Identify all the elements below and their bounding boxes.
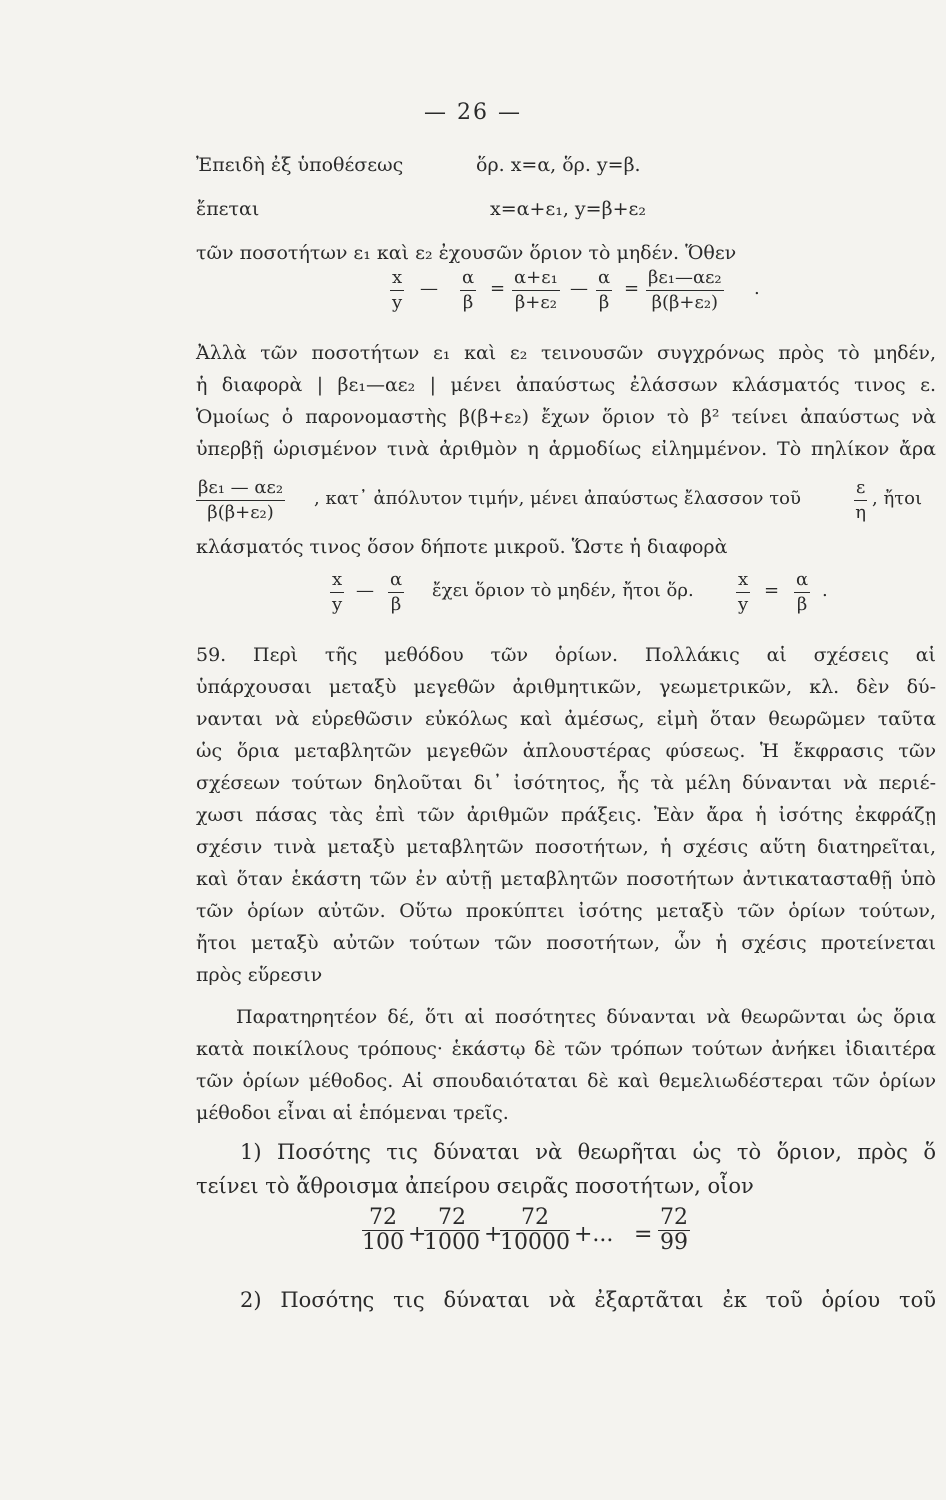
text-line: Ἀλλὰ τῶν ποσοτήτων ε₁ καὶ ε₂ τεινουσῶν συγχρόνως πρὸς τὸ μηδέν,	[196, 342, 936, 364]
text-line: Παρατηρητέον δέ, ὅτι αἱ ποσότητες δύνανται νὰ θεωρῶνται ὡς ὅρια	[236, 1006, 936, 1028]
equals-sign: =	[624, 278, 640, 299]
fraction-x-over-y: $\frac{x}{y}$	[391, 267, 403, 313]
minus-sign: —	[356, 580, 374, 601]
text-line: ὑπερβῇ ὡρισμένον τινὰ ἀριθμὸν η ἁρμοδίως εἰλημμένον. Τὸ πηλίκον ἄρα	[196, 438, 936, 460]
equals-sign: =	[490, 278, 506, 299]
minus-sign: —	[570, 278, 588, 299]
fraction-alpha-over-beta: $\frac{\alpha}{\beta}$	[796, 569, 809, 615]
series-ellipsis: +...	[574, 1222, 614, 1247]
text-line: πρὸς εὕρεσιν	[196, 964, 323, 986]
text-line: καὶ ὅταν ἑκάστη τῶν ἐν αὐτῇ μεταβλητῶν ποσοτήτων ἀντικατασταθῇ ὑπὸ	[196, 868, 936, 890]
fraction-sum: $\frac{72}{99}$	[660, 1205, 688, 1255]
fraction-x-over-y: $\frac{x}{y}$	[331, 569, 343, 615]
text-line: νανται νὰ εὑρεθῶσιν εὐκόλως καὶ ἀμέσως, εἰμὴ ὅταν θεωρῶμεν ταῦτα	[196, 708, 936, 730]
text-line: Ὁμοίως ὁ παρονομαστὴς β(β+ε₂) ἔχων ὅριον τὸ β² τείνει ἀπαύστως νὰ	[196, 406, 936, 428]
hypothesis-label: Ἐπειδὴ ἐξ ὑποθέσεως	[196, 154, 404, 176]
text-line: σχέσιν τινὰ μεταξὺ μεταβλητῶν ποσοτήτων, ἡ σχέσις αὕτη διατηρεῖται,	[196, 836, 936, 858]
text-line: χωσι πάσας τὰς ἐπὶ τῶν ἀριθμῶν πράξεις. Ἐὰν ἄρα ἡ ἰσότης ἐκφράζῃ	[196, 804, 936, 826]
text-line: ἤτοι μεταξὺ αὐτῶν τούτων τῶν ποσοτήτων, ὧν ἡ σχέσις προτείνεται	[196, 932, 936, 954]
plus-sign: +	[484, 1222, 503, 1247]
text-line: κλάσματός τινος ὅσον δήποτε μικροῦ. Ὥστε ἡ διαφορὰ	[196, 536, 728, 558]
text-line: ἡ διαφορὰ | βε₁—αε₂ | μένει ἀπαύστως ἐλάσσων κλάσματός τινος ε.	[196, 374, 936, 396]
hypothesis-line	[196, 150, 936, 180]
section-heading-line: 59. Περὶ τῆς μεθόδου τῶν ὁρίων. Πολλάκις αἱ σχέσεις αἱ	[196, 644, 936, 666]
fraction-perturbed: $\frac{\text{α+ε₁}}{\text{β+ε₂}}$	[514, 267, 558, 313]
text-line: 1) Ποσότης τις δύναται νὰ θεωρῆται ὡς τὸ ὅριον, πρὸς ὅ	[240, 1140, 936, 1164]
text-line: σχέσεων τούτων δηλοῦται δι᾿ ἰσότητος, ἧς τὰ μέλη δύνανται νὰ περιέ-	[196, 772, 936, 794]
fraction-epsilon-over-eta: $\frac{\varepsilon}{\eta}$	[855, 477, 867, 523]
equals-sign: =	[764, 580, 780, 601]
text-line: μέθοδοι εἶναι αἱ ἑπόμεναι τρεῖς.	[196, 1102, 509, 1124]
hypothesis-values: ὅρ. x=α, ὅρ. y=β.	[476, 154, 641, 176]
method-item-2: 2) Ποσότης τις δύναται νὰ ἐξαρτᾶται ἐκ τοῦ ὁρίου τοῦ	[240, 1288, 936, 1312]
fraction-x-over-y: $\frac{x}{y}$	[737, 569, 749, 615]
fraction-term-2: $\frac{72}{1000}$	[424, 1205, 480, 1255]
text-line: τῶν ὁρίων μέθοδος. Αἱ σπουδαιόταται δὲ καὶ θεμελιωδέστεραι τῶν ὁρίων	[196, 1070, 936, 1092]
fraction-term-3: $\frac{72}{10000}$	[500, 1205, 570, 1255]
equation-text: ἔχει ὅριον τὸ μηδέν, ἤτοι ὅρ.	[432, 580, 694, 601]
page-number: — 26 —	[424, 100, 522, 125]
fraction-alpha-over-beta: $\frac{\alpha}{\beta}$	[462, 267, 475, 313]
minus-sign: —	[420, 278, 438, 299]
quotient-suffix: , ἤτοι	[872, 488, 923, 509]
fraction-alpha-over-beta: $\frac{\alpha}{\beta}$	[390, 569, 403, 615]
equals-sign: =	[634, 1222, 653, 1247]
fraction-alpha-over-beta: $\frac{\alpha}{\beta}$	[598, 267, 611, 313]
quotient-text: , κατ᾿ ἀπόλυτον τιμήν, μένει ἀπαύστως ἔλασσον τοῦ	[314, 488, 801, 509]
follows-values: x=α+ε₁, y=β+ε₂	[490, 198, 646, 220]
text-line: τείνει τὸ ἄθροισμα ἀπείρου σειρᾶς ποσοτήτων, οἷον	[196, 1174, 754, 1198]
follows-line	[196, 194, 936, 224]
plus-sign: +	[408, 1222, 427, 1247]
fraction-abs-quotient: $\frac{\text{βε₁ — αε₂}}{\text{β(β+ε₂)}}$	[198, 477, 284, 523]
period: .	[754, 278, 760, 299]
fraction-term-1: $\frac{72}{100}$	[362, 1205, 404, 1255]
follows-label: ἔπεται	[196, 198, 260, 220]
text-line: κατὰ ποικίλους τρόπους· ἑκάστῳ δὲ τῶν τρόπων τούτων ἀνήκει ἰδιαιτέρα	[196, 1038, 936, 1060]
quantities-line: τῶν ποσοτήτων ε₁ καὶ ε₂ ἐχουσῶν ὅριον τὸ μηδέν. Ὅθεν	[196, 242, 737, 264]
text-line: ὑπάρχουσαι μεταξὺ μεγεθῶν ἀριθμητικῶν, γεωμετρικῶν, κλ. δὲν δύ-	[196, 676, 936, 698]
text-line: τῶν ὁρίων αὐτῶν. Οὕτω προκύπτει ἰσότης μεταξὺ τῶν ὁρίων τούτων,	[196, 900, 936, 922]
fraction-difference-result: $\frac{\text{βε₁—αε₂}}{\text{β(β+ε₂)}}$	[648, 267, 722, 313]
text-line: ὡς ὅρια μεταβλητῶν μεγεθῶν ἁπλουστέρας φύσεως. Ἡ ἔκφρασις τῶν	[196, 740, 936, 762]
period: .	[822, 580, 828, 601]
